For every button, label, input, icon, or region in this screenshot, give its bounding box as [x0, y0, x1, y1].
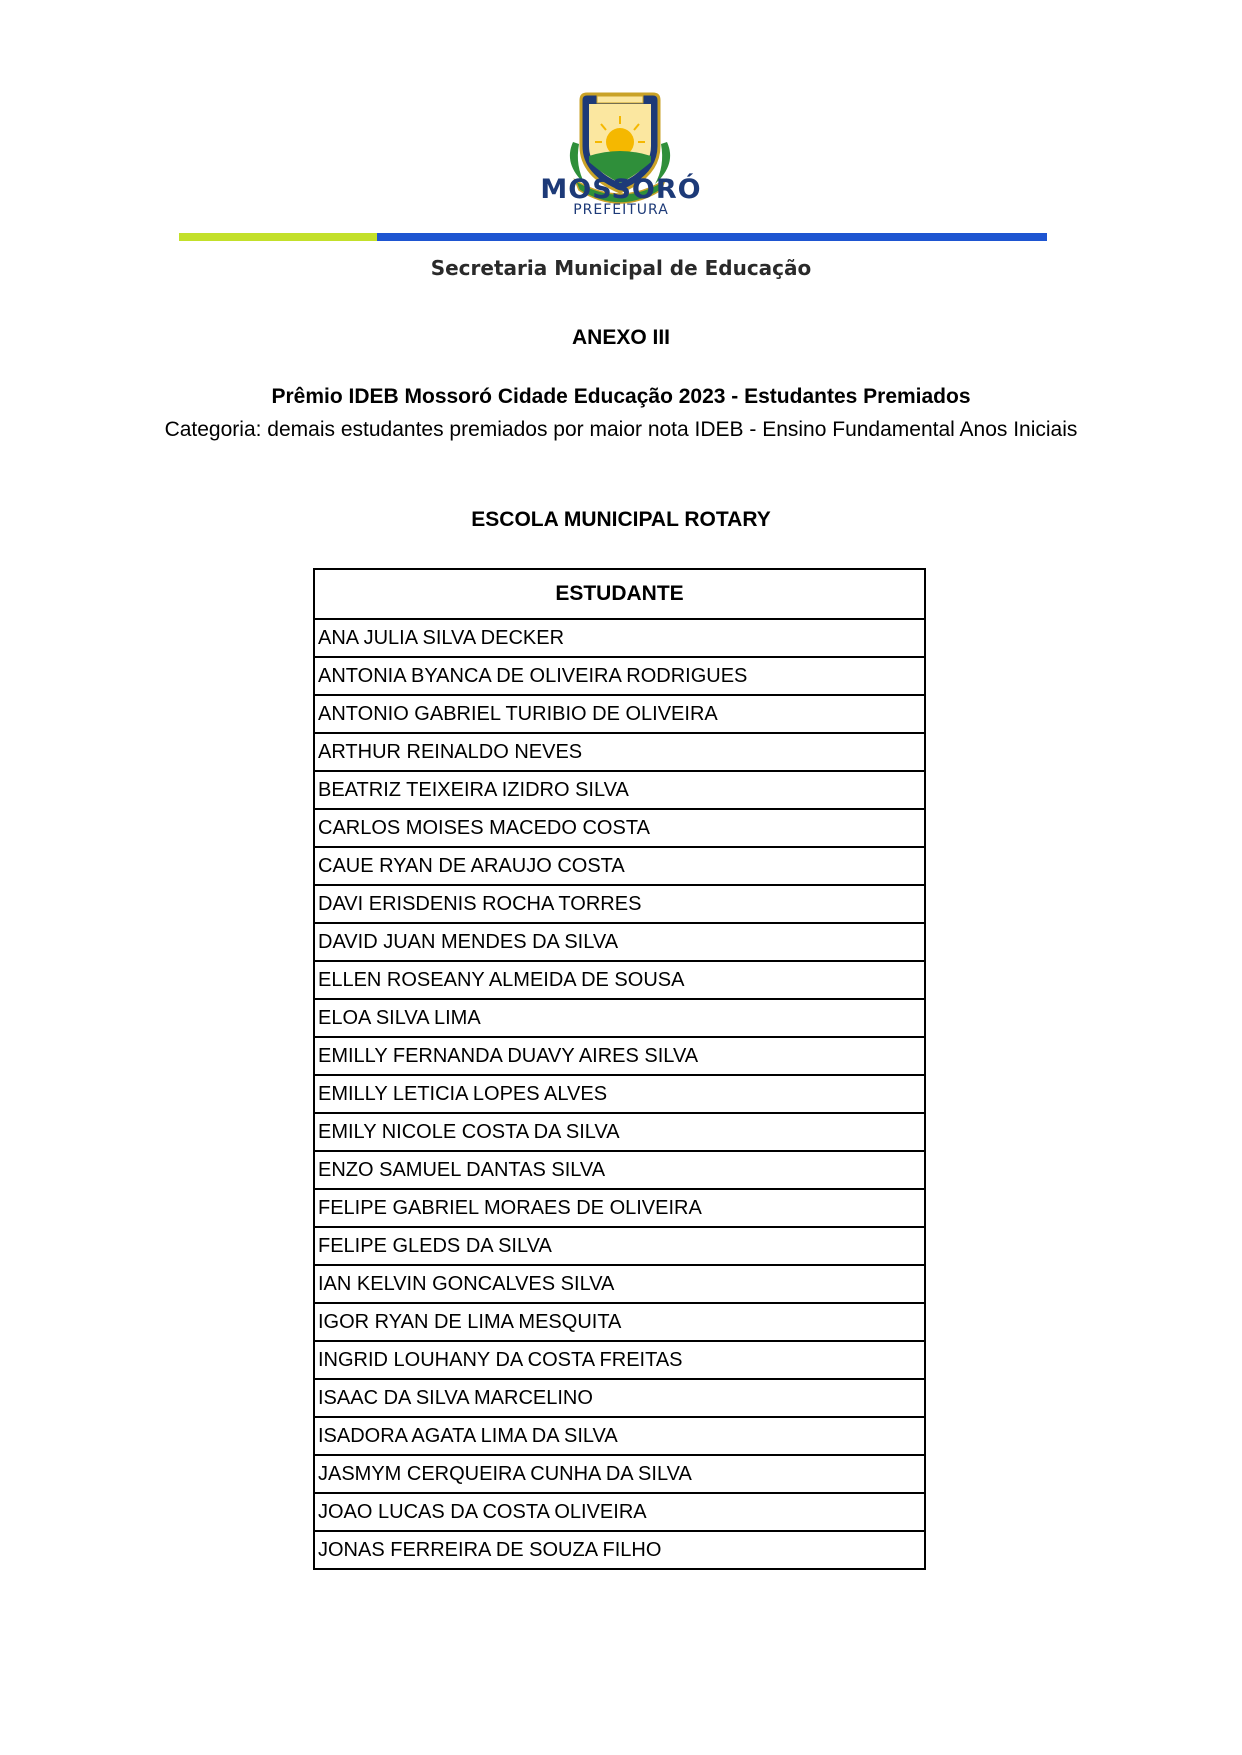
header-rule-green [179, 233, 377, 241]
student-name: CAUE RYAN DE ARAUJO COSTA [314, 847, 925, 885]
table-row [314, 1531, 925, 1569]
table-row [314, 809, 925, 847]
student-name: ANTONIO GABRIEL TURIBIO DE OLIVEIRA [314, 695, 925, 733]
category-description: Categoria: demais estudantes premiados por maior nota IDEB - Ensino Fundamental Anos Iniciais [164, 418, 1078, 441]
table-row [314, 1493, 925, 1531]
student-name: IGOR RYAN DE LIMA MESQUITA [314, 1303, 925, 1341]
document-title: Prêmio IDEB Mossoró Cidade Educação 2023 - Estudantes Premiados [271, 385, 971, 408]
table-row [314, 847, 925, 885]
student-name: INGRID LOUHANY DA COSTA FREITAS [314, 1341, 925, 1379]
student-name: JONAS FERREIRA DE SOUZA FILHO [314, 1531, 925, 1569]
table-row [314, 1265, 925, 1303]
student-name: ISADORA AGATA LIMA DA SILVA [314, 1417, 925, 1455]
student-name: JOAO LUCAS DA COSTA OLIVEIRA [314, 1493, 925, 1531]
table-row [314, 1417, 925, 1455]
student-name: IAN KELVIN GONCALVES SILVA [314, 1265, 925, 1303]
student-name: CARLOS MOISES MACEDO COSTA [314, 809, 925, 847]
table-row [314, 657, 925, 695]
table-row [314, 1455, 925, 1493]
student-name: ELOA SILVA LIMA [314, 999, 925, 1037]
student-name: ANA JULIA SILVA DECKER [314, 619, 925, 657]
student-name: BEATRIZ TEIXEIRA IZIDRO SILVA [314, 771, 925, 809]
table-row [314, 619, 925, 657]
student-name: ELLEN ROSEANY ALMEIDA DE SOUSA [314, 961, 925, 999]
brand-subtitle: PREFEITURA [573, 202, 669, 218]
table-row [314, 1227, 925, 1265]
table-row [314, 1113, 925, 1151]
student-name: DAVI ERISDENIS ROCHA TORRES [314, 885, 925, 923]
student-name: ENZO SAMUEL DANTAS SILVA [314, 1151, 925, 1189]
table-row [314, 1341, 925, 1379]
table-row [314, 1379, 925, 1417]
table-row [314, 771, 925, 809]
table-row [314, 923, 925, 961]
student-name: EMILLY LETICIA LOPES ALVES [314, 1075, 925, 1113]
annex-heading: ANEXO III [571, 326, 671, 349]
table-row [314, 1037, 925, 1075]
student-name: ISAAC DA SILVA MARCELINO [314, 1379, 925, 1417]
table-row [314, 1303, 925, 1341]
student-name: FELIPE GABRIEL MORAES DE OLIVEIRA [314, 1189, 925, 1227]
table-row [314, 999, 925, 1037]
brand-name: MOSSORÓ [540, 174, 702, 205]
student-name: EMILY NICOLE COSTA DA SILVA [314, 1113, 925, 1151]
student-name: ANTONIA BYANCA DE OLIVEIRA RODRIGUES [314, 657, 925, 695]
table-row [314, 961, 925, 999]
student-name: EMILLY FERNANDA DUAVY AIRES SILVA [314, 1037, 925, 1075]
table-row [314, 695, 925, 733]
header-rule-blue [377, 233, 1047, 241]
table-row [314, 885, 925, 923]
column-header-student: ESTUDANTE [314, 569, 925, 619]
student-name: FELIPE GLEDS DA SILVA [314, 1227, 925, 1265]
department-name: Secretaria Municipal de Educação [430, 256, 812, 280]
students-table [313, 568, 926, 1570]
student-name: JASMYM CERQUEIRA CUNHA DA SILVA [314, 1455, 925, 1493]
table-row [314, 1151, 925, 1189]
table-row [314, 1189, 925, 1227]
table-row [314, 1075, 925, 1113]
table-row [314, 733, 925, 771]
student-name: ARTHUR REINALDO NEVES [314, 733, 925, 771]
school-name: ESCOLA MUNICIPAL ROTARY [471, 508, 771, 531]
table-header-row [314, 569, 925, 619]
student-name: DAVID JUAN MENDES DA SILVA [314, 923, 925, 961]
